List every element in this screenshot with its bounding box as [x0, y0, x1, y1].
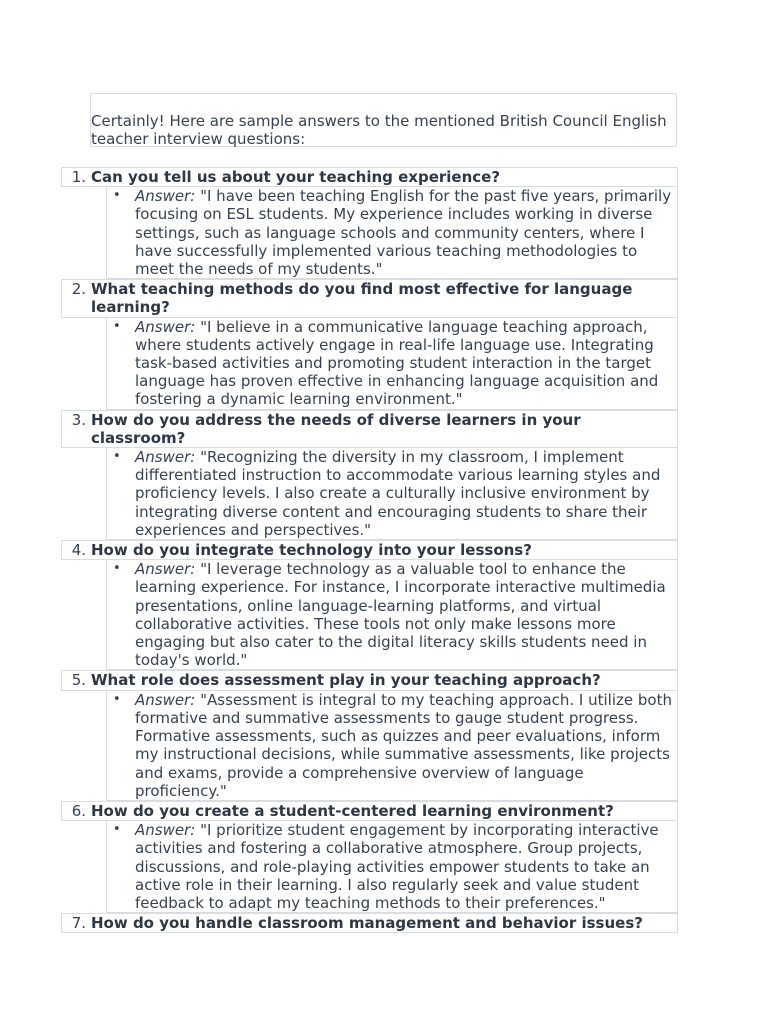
answer-row	[106, 187, 678, 279]
question-number: 4.	[71, 541, 86, 560]
question-text: What role does assessment play in your teaching approach?	[91, 671, 601, 690]
answer-row	[106, 691, 678, 801]
answer-text: "Recognizing the diversity in my classroom, I implement differentiated instruction to accommodate various learning styles and proficiency levels. I also create a culturally inclusive environment by integrating diverse content and encouraging students to share their experiences and perspectives."	[135, 448, 661, 539]
answer-label: Answer:	[135, 560, 196, 579]
question-number: 1.	[71, 168, 86, 186]
qa-list	[61, 167, 678, 933]
qa-item	[61, 279, 678, 409]
intro-text: Certainly! Here are sample answers to the mentioned British Council English teacher interview questions:	[91, 112, 667, 149]
question-text: How do you create a student-centered learning environment?	[91, 801, 614, 820]
qa-item	[61, 913, 678, 933]
question-text: How do you handle classroom management and behavior issues?	[91, 914, 643, 933]
answer-text: "I leverage technology as a valuable tool to enhance the learning experience. For instance, I incorporate interactive multimedia presentations, online language-learning platforms, and virtual collaborative activities. These tools not only make lessons more engaging but also cater to the digital literacy skills students need in today's world."	[135, 560, 666, 670]
question-row	[61, 801, 678, 821]
answer-label: Answer:	[135, 821, 196, 840]
answer-text: "I prioritize student engagement by incorporating interactive activities and fostering a collaborative atmosphere. Group projects, discussions, and role-playing activities empower students to take an active role in their learning. I also regularly seek and value student feedback to adapt my teaching methods to their preferences."	[135, 821, 659, 912]
qa-item	[61, 410, 678, 540]
question-text: What teaching methods do you find most effective for language learning?	[91, 280, 633, 317]
question-text: How do you address the needs of diverse learners in your classroom?	[91, 410, 581, 447]
question-row	[61, 540, 678, 560]
bullet-icon: •	[113, 561, 121, 577]
question-row	[61, 670, 678, 690]
answer-label: Answer:	[135, 448, 196, 467]
answer-row	[106, 318, 678, 410]
answer-label: Answer:	[135, 317, 196, 336]
question-row	[61, 167, 678, 187]
question-number: 3.	[71, 410, 86, 429]
question-row	[61, 913, 678, 933]
bullet-icon: •	[113, 318, 121, 334]
question-row	[61, 410, 678, 448]
question-number: 2.	[71, 280, 86, 299]
question-number: 5.	[71, 671, 86, 690]
question-row	[61, 279, 678, 317]
intro-box	[90, 93, 677, 147]
answer-label: Answer:	[135, 690, 196, 709]
answer-text: "I believe in a communicative language teaching approach, where students actively engage in real-life language use. Integrating task-based activities and promoting student interaction in the target language has proven effective in enhancing language acquisition and fostering a dynamic learning environment."	[135, 317, 659, 409]
qa-item	[61, 540, 678, 670]
answer-row	[106, 560, 678, 670]
answer-text: "I have been teaching English for the past five years, primarily focusing on ESL students. My experience includes working in diverse settings, such as language schools and community centers, where I have successfully implemented various teaching methodologies to meet the needs of my students."	[135, 187, 672, 279]
question-number: 7.	[71, 914, 86, 933]
answer-row	[106, 448, 678, 540]
qa-item	[61, 670, 678, 800]
qa-item	[61, 801, 678, 913]
bullet-icon: •	[113, 822, 121, 838]
answer-text: "Assessment is integral to my teaching approach. I utilize both formative and summative assessments to gauge student progress. Formative assessments, such as quizzes and peer evaluations, inform my instructional decisions, while summative assessments, like projects and exams, provide a comprehensive overview of language proficiency."	[135, 690, 672, 800]
answer-row	[106, 821, 678, 913]
qa-item	[61, 167, 678, 279]
bullet-icon: •	[113, 449, 121, 465]
answer-label: Answer:	[135, 187, 196, 206]
bullet-icon: •	[113, 691, 121, 707]
bullet-icon: •	[113, 188, 121, 204]
question-text: Can you tell us about your teaching experience?	[91, 168, 501, 186]
question-text: How do you integrate technology into your lessons?	[91, 541, 532, 560]
question-number: 6.	[71, 801, 86, 820]
